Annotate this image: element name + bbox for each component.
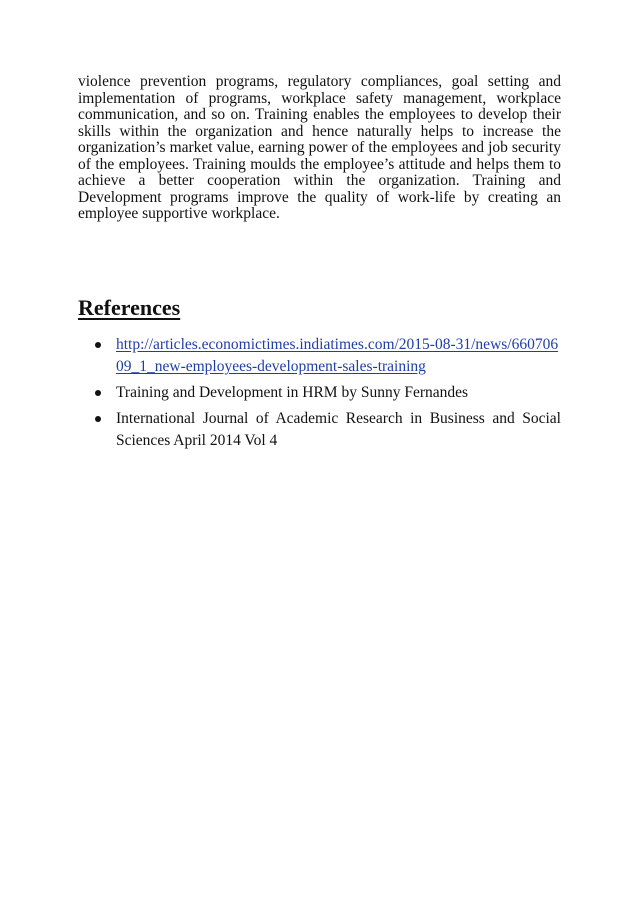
reference-text: International Journal of Academic Research in Business and Social Sciences April 2014 Vol 4 [116, 410, 561, 449]
references-list [78, 334, 561, 456]
body-paragraph: violence prevention programs, regulatory compliances, goal setting and implementation of programs, workplace safety management, workplace communication, and so on. Training enables the employees to develop their skills within the organization and hence naturally helps to increase the organization’s market value, earning power of the employees and job security of the employees. Training moulds the employee’s attitude and helps them to achieve a better cooperation within the organization. Training and Development programs improve the quality of work-life by creating an employee supportive workplace. [78, 73, 561, 222]
bullet-icon [95, 342, 101, 348]
bullet-icon [95, 416, 101, 422]
reference-item-3 [78, 408, 561, 452]
reference-link[interactable]: http://articles.economictimes.indiatimes.com/2015-08-31/news/66070609_1_new-employees-development-sales-training [116, 336, 559, 375]
reference-item-1 [78, 334, 561, 378]
references-heading: References [78, 295, 181, 320]
bullet-icon [95, 390, 101, 396]
reference-item-2 [78, 382, 561, 404]
reference-text: Training and Development in HRM by Sunny Fernandes [116, 384, 469, 401]
